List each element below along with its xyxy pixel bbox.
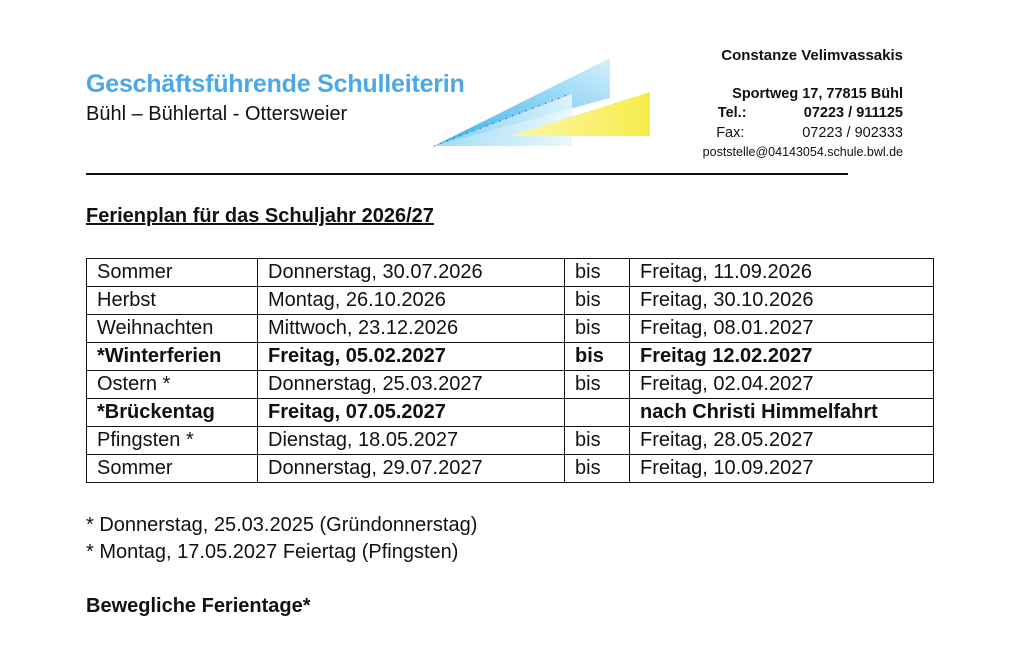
holiday-name: Weihnachten: [87, 315, 258, 343]
holiday-separator: bis: [565, 287, 630, 315]
contact-block: [703, 46, 903, 163]
holiday-end: Freitag, 10.09.2027: [630, 455, 934, 483]
holiday-table: [86, 258, 934, 483]
holiday-name: Ostern *: [87, 371, 258, 399]
holiday-end: Freitag, 30.10.2026: [630, 287, 934, 315]
table-row: [87, 399, 934, 427]
holiday-start: Freitag, 05.02.2027: [258, 343, 565, 371]
holiday-separator: bis: [565, 259, 630, 287]
contact-street: Sportweg 17, 77815 Bühl: [732, 85, 903, 102]
holiday-name: *Winterferien: [87, 343, 258, 371]
contact-tel: [703, 104, 903, 124]
holiday-start: Donnerstag, 29.07.2027: [258, 455, 565, 483]
holiday-start: Mittwoch, 23.12.2026: [258, 315, 565, 343]
holiday-name: *Brückentag: [87, 399, 258, 427]
fax-value: 07223 / 902333: [802, 124, 903, 141]
fax-label: Fax:: [716, 124, 745, 141]
holiday-end: Freitag, 28.05.2027: [630, 427, 934, 455]
table-row: [87, 455, 934, 483]
logo-graphic: [430, 56, 654, 150]
holiday-start: Montag, 26.10.2026: [258, 287, 565, 315]
table-row: [87, 427, 934, 455]
page-heading: Ferienplan für das Schuljahr 2026/27: [86, 205, 434, 227]
footnotes: [86, 512, 477, 566]
title: Geschäftsführende Schulleiterin: [86, 70, 465, 98]
table-row: [87, 287, 934, 315]
holiday-end: Freitag, 02.04.2027: [630, 371, 934, 399]
table-row: [87, 315, 934, 343]
holiday-start: Donnerstag, 25.03.2027: [258, 371, 565, 399]
holiday-start: Freitag, 07.05.2027: [258, 399, 565, 427]
holiday-name: Herbst: [87, 287, 258, 315]
holiday-end: Freitag, 08.01.2027: [630, 315, 934, 343]
contact-email[interactable]: poststelle@04143054.schule.bwl.de: [702, 145, 903, 159]
holiday-end: Freitag, 11.09.2026: [630, 259, 934, 287]
subtitle: Bühl – Bühlertal - Ottersweier: [86, 103, 348, 125]
holiday-separator: bis: [565, 427, 630, 455]
header-divider: [86, 173, 848, 175]
holiday-start: Dienstag, 18.05.2027: [258, 427, 565, 455]
holiday-separator: [565, 399, 630, 427]
tel-value: 07223 / 911125: [803, 105, 903, 121]
table-row: [87, 371, 934, 399]
table-row: [87, 343, 934, 371]
tel-label: Tel.:: [717, 105, 747, 121]
holiday-name: Pfingsten *: [87, 427, 258, 455]
holiday-name: Sommer: [87, 259, 258, 287]
contact-name: Constanze Velimvassakis: [721, 47, 903, 64]
footnote-2: * Montag, 17.05.2027 Feiertag (Pfingsten): [86, 541, 459, 563]
table-row: [87, 259, 934, 287]
section-heading: Bewegliche Ferientage*: [86, 595, 311, 617]
holiday-end: Freitag 12.02.2027: [630, 343, 934, 371]
holiday-name: Sommer: [87, 455, 258, 483]
holiday-separator: bis: [565, 371, 630, 399]
footnote-1: * Donnerstag, 25.03.2025 (Gründonnerstag): [86, 514, 478, 536]
holiday-end: nach Christi Himmelfahrt: [630, 399, 934, 427]
contact-fax: [703, 124, 903, 144]
holiday-separator: bis: [565, 343, 630, 371]
holiday-separator: bis: [565, 455, 630, 483]
holiday-start: Donnerstag, 30.07.2026: [258, 259, 565, 287]
holiday-separator: bis: [565, 315, 630, 343]
